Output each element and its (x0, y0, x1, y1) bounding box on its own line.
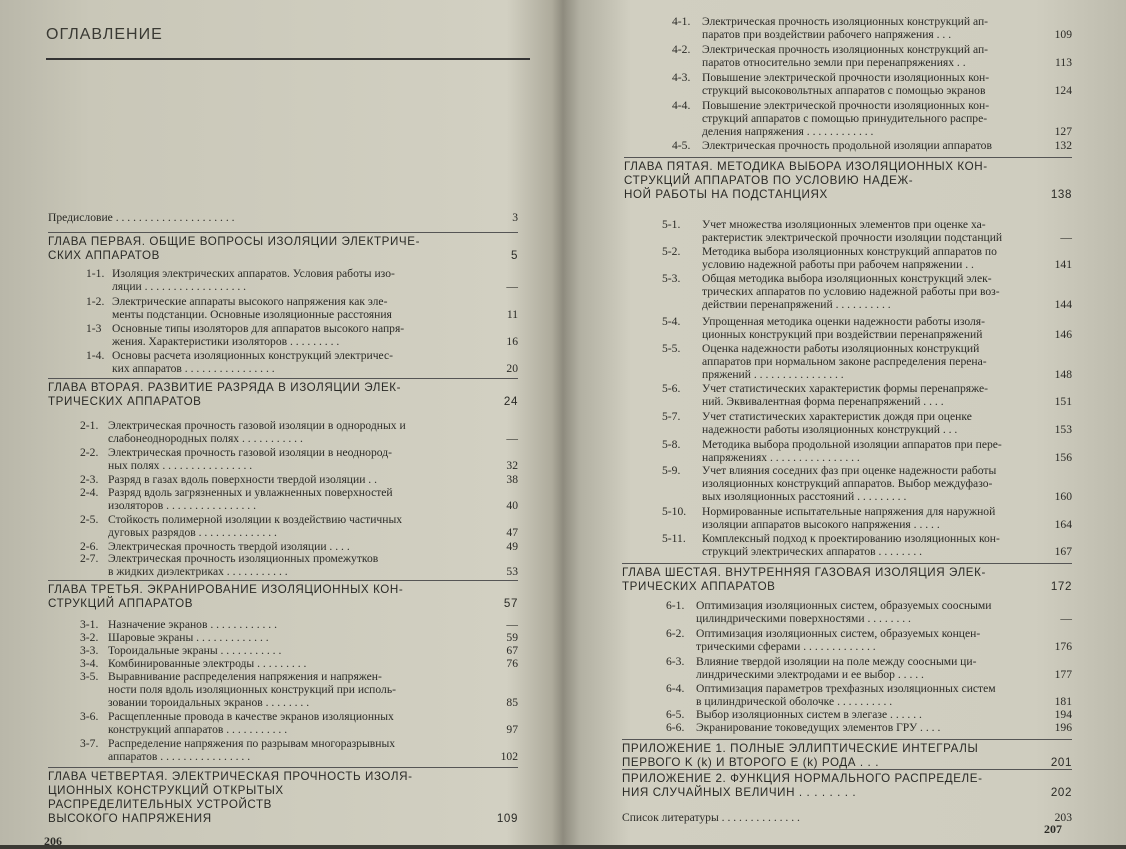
toc-entry (80, 632, 518, 645)
page-ref: 113 (1055, 55, 1072, 69)
page-ref: 196 (1054, 721, 1072, 734)
entry-title: Электрическая прочность газовой изоляции в однородных и слабонеоднородных полях . . . . . . . . . . . (108, 419, 406, 445)
section-number: 5-2. (662, 245, 681, 258)
entry-title: Комплексный подход к проектированию изоляционных кон- струкций электрических аппаратов . . . . . . . . (702, 532, 1000, 558)
entry-title: Оценка надежности работы изоляционных конструкций аппаратов при нормальном законе распределения перена- пряжений . . . . . . . . . . . . . . . . (702, 342, 987, 381)
section-number: 4-1. (672, 15, 691, 28)
heading-rule (46, 58, 530, 60)
page-ref: 16 (506, 334, 518, 348)
entry-title: ГЛАВА ВТОРАЯ. РАЗВИТИЕ РАЗРЯДА В ИЗОЛЯЦИИ ЭЛЕК- ТРИЧЕСКИХ АППАРАТОВ (48, 381, 402, 408)
page-ref: 40 (506, 498, 518, 512)
section-number: 1-4. (86, 349, 105, 362)
page-ref: 76 (506, 657, 518, 670)
entry-title: Разряд в газах вдоль поверхности твердой изоляции . . (108, 473, 377, 486)
toc-chapter (624, 160, 1072, 202)
toc-entry (672, 140, 1072, 153)
page-ref: — (1060, 611, 1072, 625)
toc-entry (86, 268, 518, 294)
section-number: 2-7. (80, 552, 99, 565)
toc-entry (666, 683, 1072, 709)
entry-title: Методика выбора изоляционных конструкций аппаратов по условию надежной работы при рабочем напряжении . . (702, 245, 997, 271)
entry-title: Учет множества изоляционных элементов при оценке ха- рактеристик электрической прочности изоляции подстанций (702, 218, 1003, 244)
page-ref: 132 (1054, 139, 1072, 152)
entry-title: Основы расчета изоляционных конструкций электричес- ких аппаратов . . . . . . . . . . . . . . . . (112, 349, 393, 375)
toc-chapter (48, 235, 518, 263)
entry-title: Учет статистических характеристик дождя при оценке надежности работы изоляционных конструкций . . . (702, 410, 972, 436)
section-number: 5-10. (662, 505, 687, 518)
entry-title: ПРИЛОЖЕНИЕ 1. ПОЛНЫЕ ЭЛЛИПТИЧЕСКИЕ ИНТЕГРАЛЫ ПЕРВОГО K (k) И ВТОРОГО E (k) РОДА . . . (622, 742, 979, 769)
toc-entry (80, 645, 518, 658)
page-ref: 156 (1054, 450, 1072, 464)
toc-entry (80, 553, 518, 579)
page-ref: 127 (1054, 124, 1072, 138)
section-number: 2-4. (80, 486, 99, 499)
toc-entry (662, 219, 1072, 245)
section-number: 1-3 (86, 322, 102, 335)
page-ref: 151 (1054, 394, 1072, 408)
entry-title: Электрическая прочность твердой изоляции . . . . (108, 540, 350, 553)
page-ref: — (506, 618, 518, 631)
toc-entry (662, 383, 1072, 409)
toc-entry (672, 100, 1072, 138)
toc-entry (672, 16, 1072, 42)
toc-entry (80, 487, 518, 513)
section-number: 3-6. (80, 710, 99, 723)
entry-title: Влияние твердой изоляции на поле между соосными ци- линдрическими электродами и ее выбор . . . . . (696, 655, 977, 681)
page-ref: 144 (1054, 297, 1072, 311)
page-ref: 109 (496, 812, 518, 825)
entry-title: ГЛАВА ПЯТАЯ. МЕТОДИКА ВЫБОРА ИЗОЛЯЦИОННЫХ КОН- СТРУКЦИЙ АППАРАТОВ ПО УСЛОВИЮ НАДЕЖ- НОЙ РАБОТЫ НА ПОДСТАНЦИЯХ (624, 160, 988, 201)
section-number: 4-3. (672, 71, 691, 84)
entry-title: Выравнивание распределения напряжения и напряжен- ности поля вдоль изоляционных конструкций при исполь- зовании тороидальных экранов . . . . . . . . (108, 670, 396, 709)
section-number: 3-4. (80, 657, 99, 670)
page-ref: 160 (1054, 489, 1072, 503)
toc-entry (80, 671, 518, 709)
toc-entry (80, 447, 518, 473)
section-number: 6-1. (666, 599, 685, 612)
page-ref: 5 (510, 249, 518, 262)
entry-title: Экранирование токоведущих элементов ГРУ . . . . (696, 721, 941, 734)
entry-title: Электрическая прочность изоляционных конструкций ап- паратов при воздействии рабочего напряжения . . . (702, 15, 989, 41)
section-number: 6-5. (666, 708, 685, 721)
toc-entry (86, 350, 518, 376)
entry-title: Оптимизация изоляционных систем, образуемых концен- трическими сферами . . . . . . . . . . . . . (696, 627, 981, 653)
toc-entry (80, 711, 518, 737)
toc-entry (672, 44, 1072, 70)
chapter-rule (48, 378, 518, 379)
section-number: 2-3. (80, 473, 99, 486)
entry-title: ГЛАВА ПЕРВАЯ. ОБЩИЕ ВОПРОСЫ ИЗОЛЯЦИИ ЭЛЕКТРИЧЕ- СКИХ АППАРАТОВ (48, 235, 421, 262)
entry-title: ГЛАВА ШЕСТАЯ. ВНУТРЕННЯЯ ГАЗОВАЯ ИЗОЛЯЦИЯ ЭЛЕК- ТРИЧЕСКИХ АППАРАТОВ (622, 566, 986, 593)
page-ref: 32 (506, 458, 518, 472)
entry-title: Выбор изоляционных систем в элегазе . . . . . . (696, 708, 922, 721)
toc-chapter (622, 566, 1072, 594)
toc-entry (80, 658, 518, 671)
section-number: 3-1. (80, 618, 99, 631)
chapter-rule (624, 157, 1072, 158)
section-number: 6-6. (666, 721, 685, 734)
page-ref: 109 (1054, 27, 1072, 41)
section-number: 4-4. (672, 99, 691, 112)
chapter-rule (622, 769, 1072, 770)
section-number: 5-8. (662, 438, 681, 451)
section-number: 5-11. (662, 532, 686, 545)
chapter-rule (48, 232, 518, 233)
section-number: 5-3. (662, 272, 681, 285)
page-ref: 202 (1050, 786, 1072, 799)
toc-chapter (622, 772, 1072, 800)
page-ref: 102 (500, 749, 518, 763)
section-number: 2-2. (80, 446, 99, 459)
page-number-left: 206 (44, 834, 62, 848)
toc-entry (666, 722, 1072, 735)
page-ref: — (506, 279, 518, 293)
toc-entry (672, 72, 1072, 98)
toc-entry (86, 296, 518, 322)
page-ref: 141 (1054, 257, 1072, 271)
toc-entry (662, 273, 1072, 311)
entry-title: Учет влияния соседних фаз при оценке надежности работы изоляционных конструкций аппаратов. Выбор междуфазо- вых изоляционных расстояний . . . . . . . . . (702, 464, 997, 503)
section-number: 3-2. (80, 631, 99, 644)
page-ref: 153 (1054, 422, 1072, 436)
toc-chapter (48, 770, 518, 826)
page-ref: 148 (1054, 367, 1072, 381)
page-ref: — (1060, 230, 1072, 244)
section-number: 5-6. (662, 382, 681, 395)
section-number: 5-7. (662, 410, 681, 423)
page-ref: 203 (1054, 811, 1072, 824)
entry-title: Методика выбора продольной изоляции аппаратов при пере- напряжениях . . . . . . . . . . . . . . . . (702, 438, 1002, 464)
section-number: 1-2. (86, 295, 105, 308)
toc-entry (80, 514, 518, 540)
entry-title: Список литературы . . . . . . . . . . . . . . (622, 811, 800, 824)
toc-entry (662, 439, 1072, 465)
section-number: 6-2. (666, 627, 685, 640)
page-ref: 124 (1054, 83, 1072, 97)
page-ref: 11 (506, 307, 518, 321)
entry-title: Комбинированные электроды . . . . . . . . . (108, 657, 307, 670)
toc-entry (662, 246, 1072, 272)
section-number: 5-4. (662, 315, 681, 328)
entry-title: Электрическая прочность газовой изоляции в неоднород- ных полях . . . . . . . . . . . . . . . . (108, 446, 392, 472)
section-number: 3-3. (80, 644, 99, 657)
section-number: 2-6. (80, 540, 99, 553)
entry-title: Электрическая прочность изоляционных конструкций ап- паратов относительно земли при перенапряжениях . . (702, 43, 989, 69)
entry-title: Электрическая прочность продольной изоляции аппаратов (702, 139, 992, 152)
section-number: 3-7. (80, 737, 99, 750)
toc-entry (622, 812, 1072, 825)
page-ref: 38 (506, 473, 518, 486)
section-number: 1-1. (86, 267, 105, 280)
section-number: 3-5. (80, 670, 99, 683)
page-ref: 67 (506, 644, 518, 657)
toc-entry (86, 323, 518, 349)
section-number: 5-1. (662, 218, 681, 231)
entry-title: Разряд вдоль загрязненных и увлажненных поверхностей изоляторов . . . . . . . . . . . . . . . . (108, 486, 393, 512)
page-ref: 146 (1054, 327, 1072, 341)
section-number: 5-9. (662, 464, 681, 477)
entry-title: Повышение электрической прочности изоляционных кон- струкций аппаратов с помощью принудительного распре- деления напряжения . . . . . . . . . . . . (702, 99, 990, 138)
section-number: 2-1. (80, 419, 99, 432)
toc-chapter (48, 583, 518, 611)
entry-title: Тороидальные экраны . . . . . . . . . . . (108, 644, 282, 657)
page-ref: 57 (503, 597, 518, 610)
entry-title: Основные типы изоляторов для аппаратов высокого напря- жения. Характеристики изоляторов . . . . . . . . . (112, 322, 405, 348)
chapter-rule (622, 563, 1072, 564)
toc-title: ОГЛАВЛЕНИЕ (46, 26, 163, 43)
page-ref: 97 (506, 722, 518, 736)
page-ref: 201 (1050, 756, 1072, 769)
chapter-rule (48, 767, 518, 768)
page-number-right: 207 (1044, 822, 1062, 836)
entry-title: Нормированные испытательные напряжения для наружной изоляции аппаратов высокого напряжения . . . . . (702, 505, 996, 531)
section-number: 4-2. (672, 43, 691, 56)
page-ref: 181 (1054, 694, 1072, 708)
left-page (0, 0, 560, 848)
entry-title: Шаровые экраны . . . . . . . . . . . . . (108, 631, 269, 644)
page-ref: 194 (1054, 708, 1072, 721)
page-ref: 138 (1050, 188, 1072, 201)
page-ref: 59 (506, 631, 518, 644)
toc-entry (666, 600, 1072, 626)
entry-title: Оптимизация параметров трехфазных изоляционных систем в цилиндрической оболочке . . . . . . . . . . (696, 682, 996, 708)
entry-title: ГЛАВА ТРЕТЬЯ. ЭКРАНИРОВАНИЕ ИЗОЛЯЦИОННЫХ КОН- СТРУКЦИЙ АППАРАТОВ (48, 583, 404, 610)
page-ref: 53 (506, 564, 518, 578)
entry-title: Назначение экранов . . . . . . . . . . . . (108, 618, 278, 631)
toc-entry (666, 628, 1072, 654)
entry-title: Повышение электрической прочности изоляционных кон- струкций высоковольтных аппаратов с помощью экранов (702, 71, 990, 97)
page-ref: 47 (506, 525, 518, 539)
page-ref: 176 (1054, 639, 1072, 653)
entry-title: Учет статистических характеристик формы перенапряже- ний. Эквивалентная форма перенапряжений . . . . (702, 382, 988, 408)
page-ref: 85 (506, 695, 518, 709)
toc-entry (80, 420, 518, 446)
toc-entry (666, 709, 1072, 722)
chapter-rule (622, 739, 1072, 740)
entry-title: Распределение напряжения по разрывам многоразрывных аппаратов . . . . . . . . . . . . . . . . (108, 737, 396, 763)
entry-title: Стойкость полимерной изоляции к воздействию частичных дуговых разрядов . . . . . . . . . . . . . . (108, 513, 403, 539)
toc-entry (662, 533, 1072, 559)
entry-title: Оптимизация изоляционных систем, образуемых соосными цилиндрическими поверхностями . . . . . . . . (696, 599, 992, 625)
entry-title: Общая методика выбора изоляционных конструкций элек- трических аппаратов по условию надежной работы при воз- действии перенапряжений . . . . . . . . . . (702, 272, 1000, 311)
chapter-rule (48, 580, 518, 581)
page-ref: 177 (1054, 667, 1072, 681)
page-ref: 3 (512, 211, 518, 224)
page-ref: 20 (506, 361, 518, 375)
section-number: 6-3. (666, 655, 685, 668)
page-ref: 24 (503, 395, 518, 408)
page-ref: 164 (1054, 517, 1072, 531)
right-page (566, 0, 1126, 845)
toc-entry (80, 474, 518, 487)
entry-title: ГЛАВА ЧЕТВЕРТАЯ. ЭЛЕКТРИЧЕСКАЯ ПРОЧНОСТЬ ИЗОЛЯ- ЦИОННЫХ КОНСТРУКЦИЙ ОТКРЫТЫХ РАСПРЕДЕЛИТЕЛЬНЫХ УСТРОЙСТВ ВЫСОКОГО НАПРЯЖЕНИЯ (48, 770, 413, 825)
toc-entry (662, 465, 1072, 503)
entry-title: Изоляция электрических аппаратов. Условия работы изо- ляции . . . . . . . . . . . . . . . . . . (112, 267, 395, 293)
entry-title: Предисловие . . . . . . . . . . . . . . . . . . . . . (48, 211, 235, 224)
toc-entry (80, 738, 518, 764)
toc-entry (48, 212, 518, 225)
toc-chapter (48, 381, 518, 409)
entry-title: Электрическая прочность изоляционных промежутков в жидких диэлектриках . . . . . . . . . . . (108, 552, 379, 578)
entry-title: ПРИЛОЖЕНИЕ 2. ФУНКЦИЯ НОРМАЛЬНОГО РАСПРЕДЕЛЕ- НИЯ СЛУЧАЙНЫХ ВЕЛИЧИН . . . . . . . . (622, 772, 983, 799)
section-number: 2-5. (80, 513, 99, 526)
toc-entry (666, 656, 1072, 682)
toc-entry (662, 343, 1072, 381)
section-number: 5-5. (662, 342, 681, 355)
toc-entry (662, 316, 1072, 342)
page-ref: — (506, 431, 518, 445)
toc-entry (662, 506, 1072, 532)
entry-title: Упрощенная методика оценки надежности работы изоля- ционных конструкций при воздействии перенапряжений (702, 315, 985, 341)
toc-chapter (622, 742, 1072, 770)
toc-entry (662, 411, 1072, 437)
page-ref: 49 (506, 540, 518, 553)
page-ref: 172 (1050, 580, 1072, 593)
toc-entry (80, 619, 518, 632)
entry-title: Расщепленные провода в качестве экранов изоляционных конструкций аппаратов . . . . . . . . . . . (108, 710, 394, 736)
entry-title: Электрические аппараты высокого напряжения как эле- менты подстанции. Основные изоляционные расстояния (112, 295, 392, 321)
section-number: 4-5. (672, 139, 691, 152)
section-number: 6-4. (666, 682, 685, 695)
page-ref: 167 (1054, 544, 1072, 558)
